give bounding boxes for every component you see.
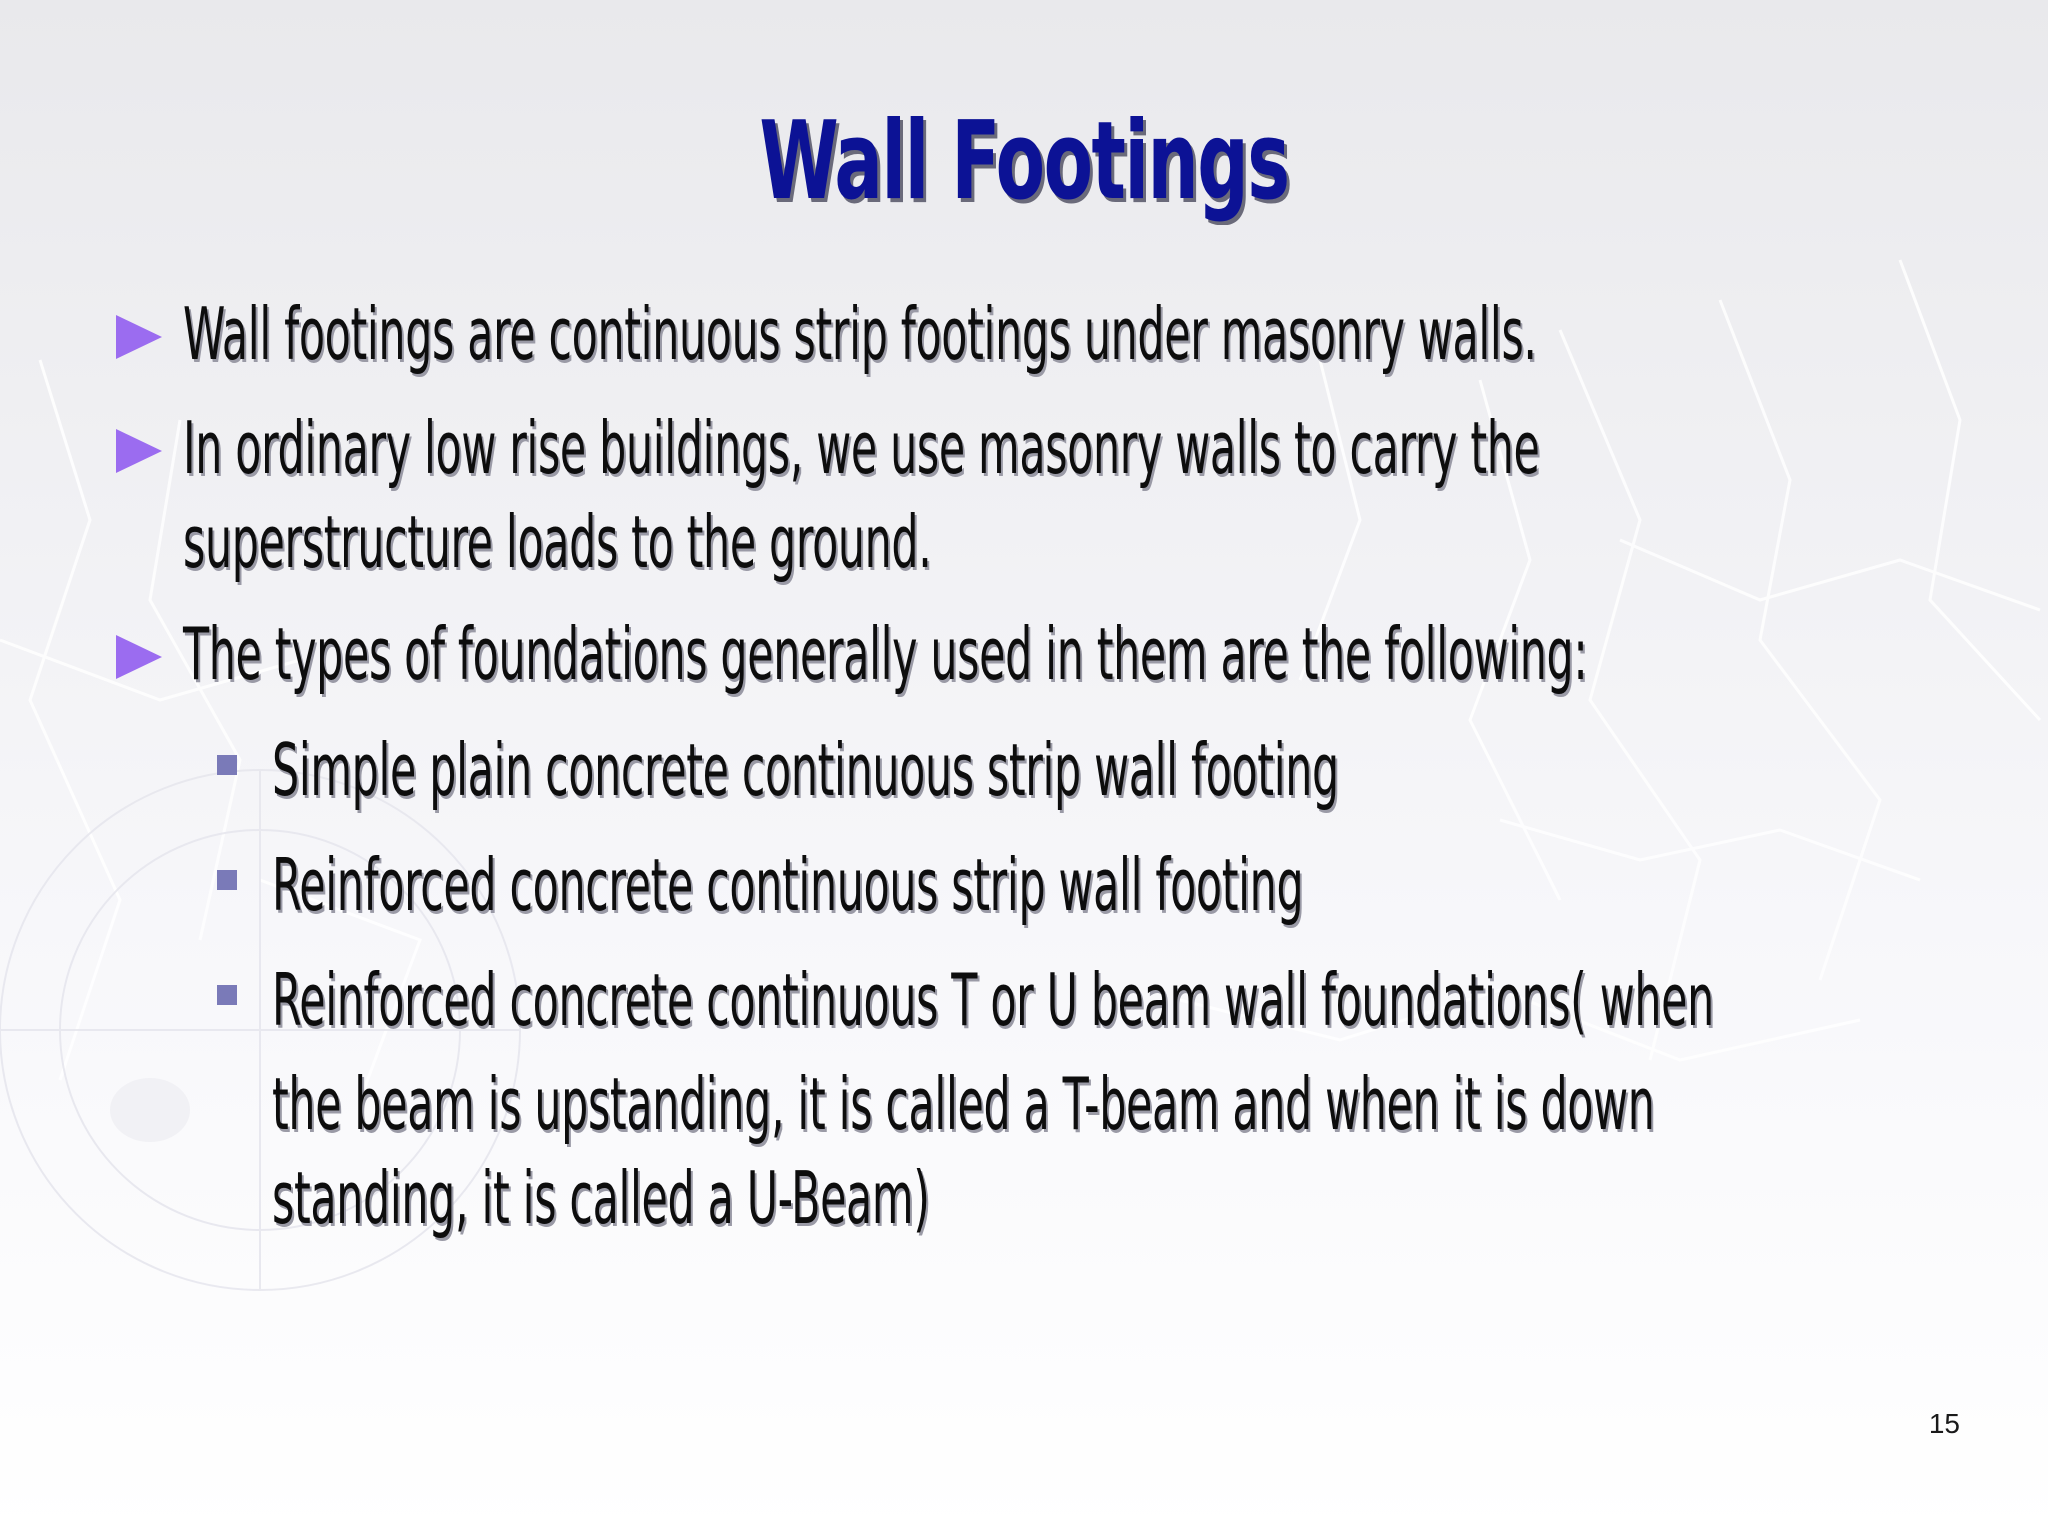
sub-bullet-text: Simple plain concrete continuous strip wall footing bbox=[272, 728, 1339, 812]
sub-bullet-text: Reinforced concrete continuous T or U beam wall foundations( when bbox=[272, 958, 1714, 1042]
square-bullet-icon bbox=[217, 985, 237, 1005]
bullet-text: In ordinary low rise buildings, we use masonry walls to carry the bbox=[183, 406, 1540, 490]
sub-bullet-text: Reinforced concrete continuous strip wall footing bbox=[272, 843, 1304, 927]
bullet-text: The types of foundations generally used in them are the following: bbox=[183, 612, 1588, 696]
sub-bullet-text-continuation: standing, it is called a U-Beam) bbox=[272, 1156, 930, 1240]
right-triangle-arrow-icon bbox=[116, 635, 162, 679]
slide-title: Wall Footings bbox=[759, 99, 1289, 224]
bullet-text: Wall footings are continuous strip footings under masonry walls. bbox=[183, 292, 1537, 376]
page-number: 15 bbox=[1928, 1408, 1960, 1439]
square-bullet-icon bbox=[217, 755, 237, 775]
right-triangle-arrow-icon bbox=[116, 315, 162, 359]
right-triangle-arrow-icon bbox=[116, 429, 162, 473]
sub-bullet-text-continuation: the beam is upstanding, it is called a T-beam and when it is down bbox=[272, 1062, 1655, 1146]
bullet-text-continuation: superstructure loads to the ground. bbox=[183, 500, 932, 584]
square-bullet-icon bbox=[217, 870, 237, 890]
